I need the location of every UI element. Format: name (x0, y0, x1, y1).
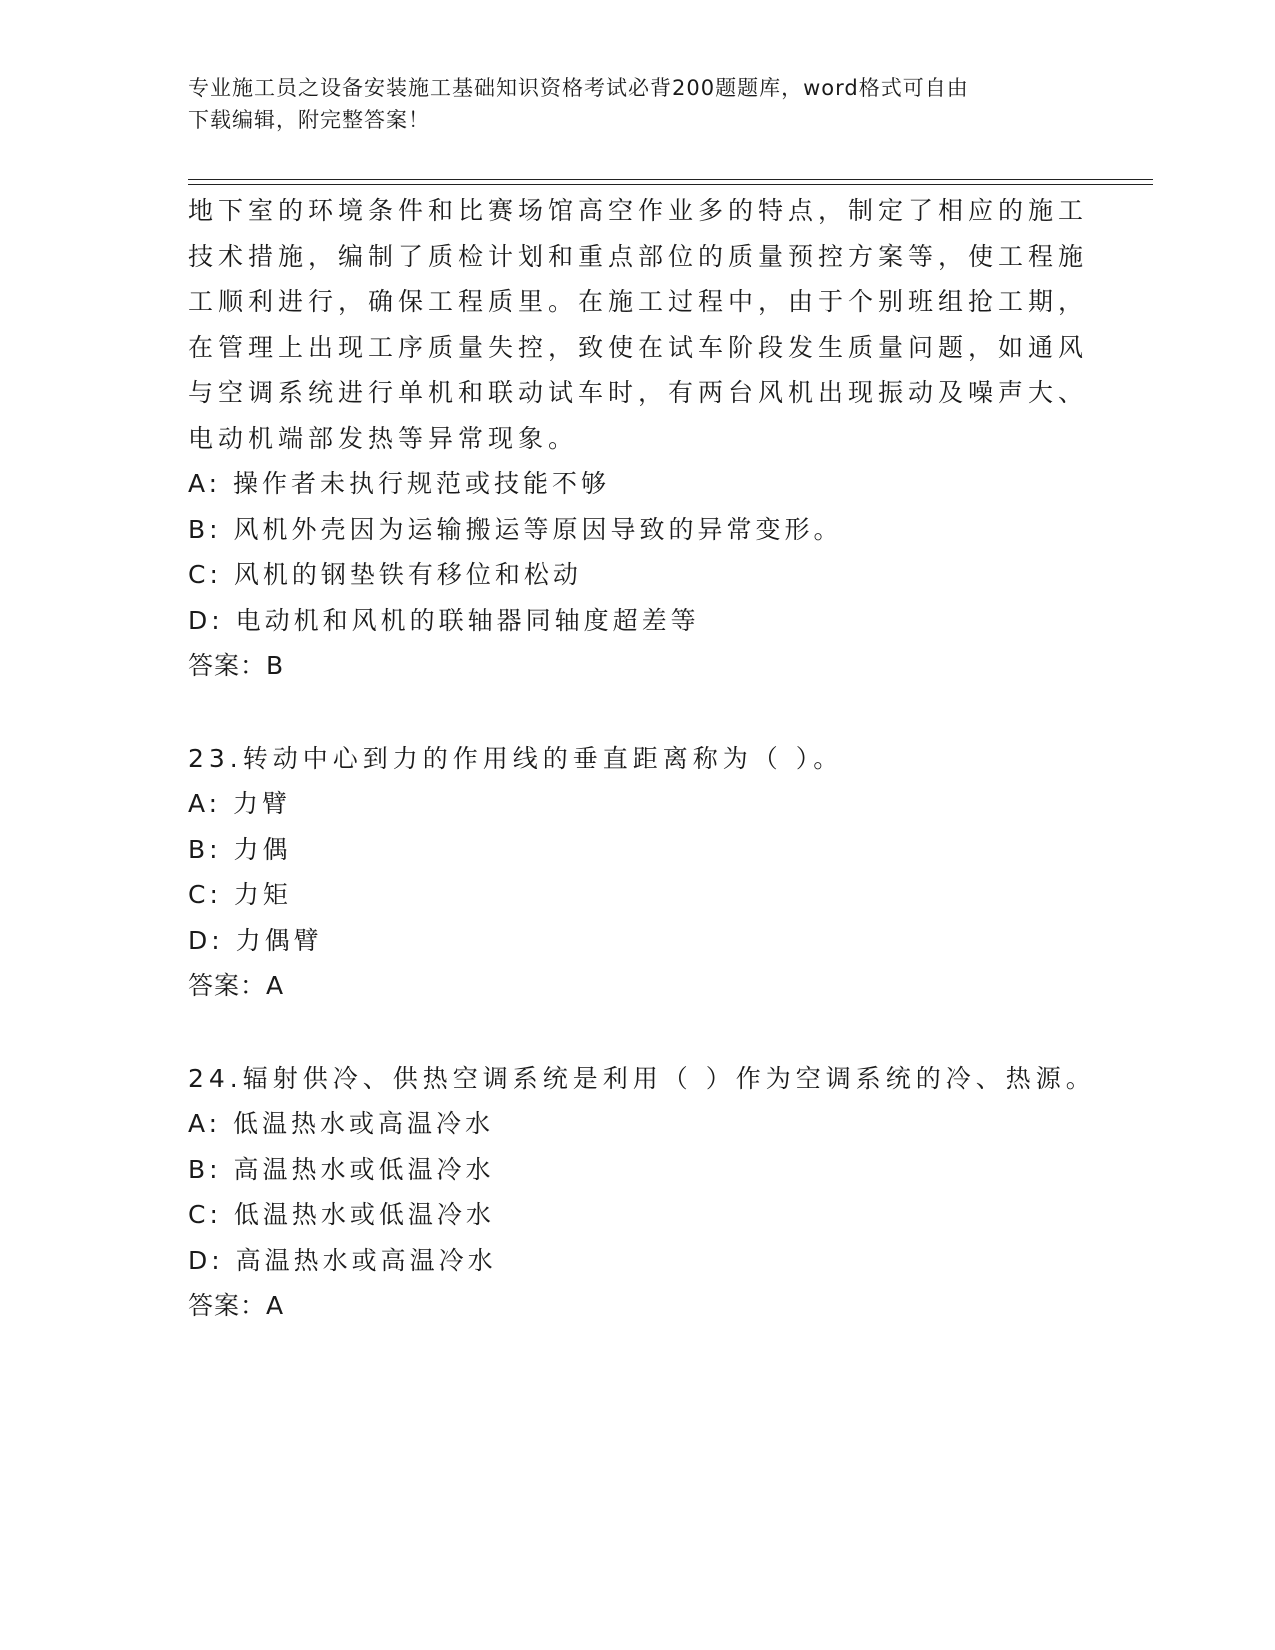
answer: 答案：A (188, 971, 285, 1000)
option-b: B: 风机外壳因为运输搬运等原因导致的异常变形。 (188, 514, 843, 544)
header-rule-top (188, 179, 1153, 180)
option-c: C: 风机的钢垫铁有移位和松动 (188, 560, 582, 589)
option-a: A: 力臂 (188, 789, 292, 818)
header-line-1: 专业施工员之设备安装施工基础知识资格考试必背200题题库，word格式可自由 (188, 76, 969, 100)
option-d: D: 力偶臂 (188, 925, 323, 955)
question-22-continuation (188, 188, 1089, 689)
question-23 (188, 736, 1068, 1009)
passage-line: 技术措施，编制了质检计划和重点部位的质量预控方案等，使工程施 (188, 241, 1089, 271)
option-c: C: 力矩 (188, 880, 292, 909)
passage-line: 与空调系统进行单机和联动试车时，有两台风机出现振动及噪声大、 (188, 378, 1089, 407)
passage-line: 电动机端部发热等异常现象。 (188, 423, 579, 453)
option-d: D: 高温热水或高温冷水 (188, 1245, 497, 1275)
option-a: A: 低温热水或高温冷水 (188, 1109, 495, 1138)
header-rule-bottom (188, 184, 1153, 185)
document-body (188, 188, 1096, 1329)
answer: 答案：A (188, 1291, 285, 1320)
passage-line: 地下室的环境条件和比赛场馆高空作业多的特点，制定了相应的施工 (188, 196, 1089, 225)
question-stem: 24.辐射供冷、供热空调系统是利用（ ）作为空调系统的冷、热源。 (188, 1063, 1096, 1093)
passage-line: 在管理上出现工序质量失控，致使在试车阶段发生质量问题，如通风 (188, 332, 1089, 362)
option-d: D: 电动机和风机的联轴器同轴度超差等 (188, 605, 700, 635)
question-stem: 23.转动中心到力的作用线的垂直距离称为（ ）。 (188, 743, 844, 773)
option-b: B: 力偶 (188, 834, 292, 864)
document-header (188, 72, 1068, 136)
option-a: A: 操作者未执行规范或技能不够 (188, 469, 611, 498)
passage-line: 工顺利进行，确保工程质里。在施工过程中，由于个别班组抢工期， (188, 287, 1089, 316)
header-line-2: 下载编辑，附完整答案！ (188, 108, 430, 132)
question-24 (188, 1056, 1096, 1329)
option-c: C: 低温热水或低温冷水 (188, 1200, 495, 1229)
option-b: B: 高温热水或低温冷水 (188, 1154, 495, 1184)
answer: 答案：B (188, 651, 285, 680)
